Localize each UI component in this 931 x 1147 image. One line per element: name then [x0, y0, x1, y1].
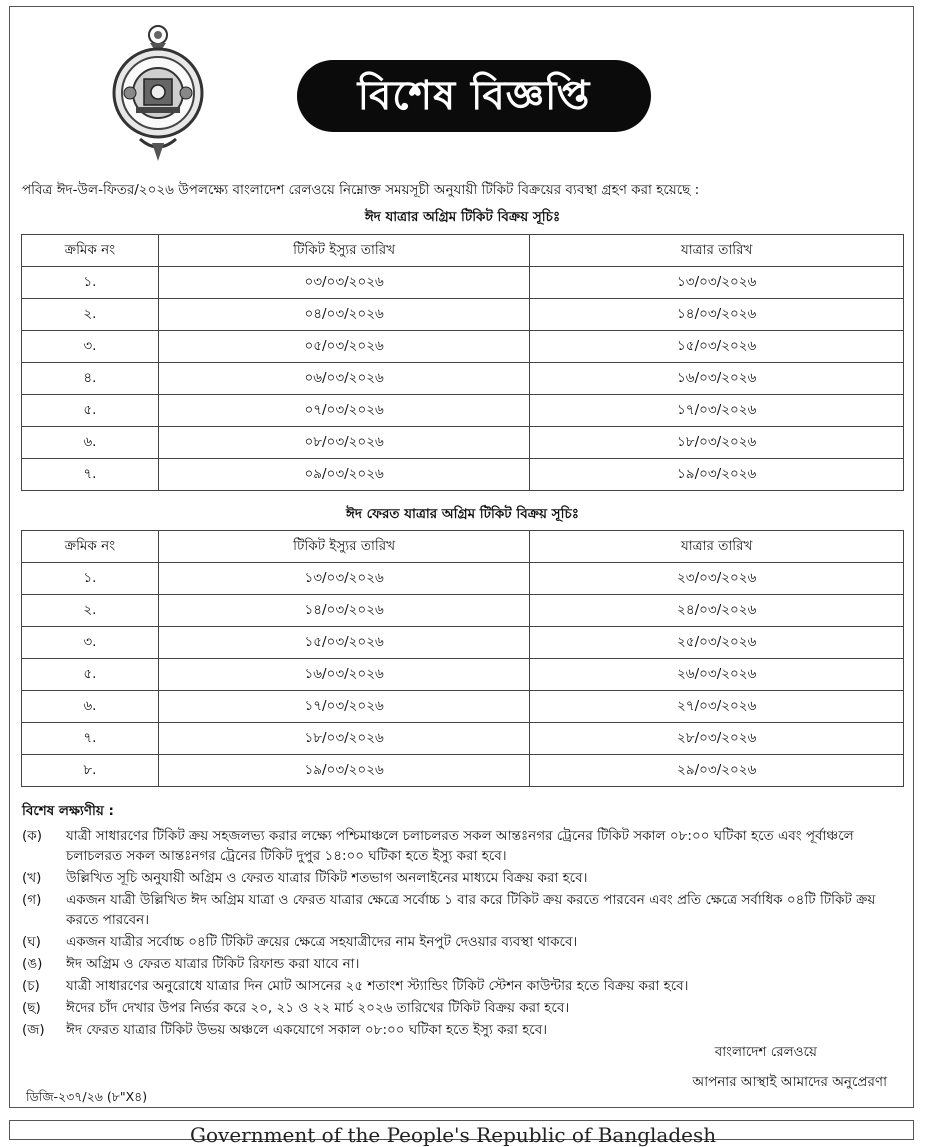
serial-cell: ১.	[22, 267, 159, 299]
travel-date-cell: ১৪/০৩/২০২৬	[530, 299, 904, 331]
issue-date-cell: ১৯/০৩/২০২৬	[158, 755, 530, 787]
table-header-row	[22, 235, 904, 267]
serial-cell: ২.	[22, 595, 159, 627]
table-row	[22, 299, 904, 331]
signature-org: বাংলাদেশ রেলওয়ে	[714, 1044, 817, 1060]
return-ticket-schedule-table	[21, 530, 904, 787]
table-row	[22, 427, 904, 459]
table-row	[22, 563, 904, 595]
table-row	[22, 459, 904, 491]
advance-schedule-title: ঈদ যাত্রার অগ্রিম টিকিট বিক্রয় সূচিঃ	[364, 209, 561, 225]
note-text: উল্লিখিত সূচি অনুযায়ী অগ্রিম ও ফেরত যাত্রার টিকিট শতভাগ অনলাইনের মাধ্যমে বিক্রয় করা হবে।	[66, 870, 588, 886]
issue-date-cell: ১৪/০৩/২০২৬	[158, 595, 530, 627]
note-text: একজন যাত্রী উল্লিখিত ঈদ অগ্রিম যাত্রা ও ফেরত যাত্রার ক্ষেত্রে সর্বোচ্চ ১ বার করে টিকিট ক্রয় করতে পারবেন এবং প্রতি ক্ষেত্রে সর্বাধিক ০৪টি টিকিট ক্রয় করতে পারবেন।	[66, 892, 876, 928]
list-item	[22, 826, 907, 866]
travel-date-cell: ২৭/০৩/২০২৬	[530, 691, 904, 723]
note-text: ঈদ ফেরত যাত্রার টিকিট উভয় অঞ্চলে একযোগে সকাল ০৮:০০ ঘটিকা হতে ইস্যু করা হবে।	[66, 1022, 548, 1038]
serial-cell: ৪.	[22, 363, 159, 395]
travel-date-cell: ২৩/০৩/২০২৬	[530, 563, 904, 595]
list-item	[22, 976, 907, 996]
table-row	[22, 363, 904, 395]
travel-date-cell: ১৬/০৩/২০২৬	[530, 363, 904, 395]
issue-date-cell: ১৫/০৩/২০২৬	[158, 627, 530, 659]
issue-date-cell: ১৩/০৩/২০২৬	[158, 563, 530, 595]
travel-date-cell: ১৯/০৩/২০২৬	[530, 459, 904, 491]
list-item	[22, 954, 907, 974]
travel-date-cell: ২৫/০৩/২০২৬	[530, 627, 904, 659]
list-item	[22, 932, 907, 952]
serial-cell: ৫.	[22, 659, 159, 691]
table-row	[22, 723, 904, 755]
note-mark: (ছ)	[22, 1000, 41, 1016]
serial-cell: ৭.	[22, 723, 159, 755]
next-notice-strip	[9, 1120, 914, 1147]
table-row	[22, 627, 904, 659]
notes-heading: বিশেষ লক্ষ্যণীয় :	[22, 803, 114, 819]
column-header-serial: ক্রমিক নং	[22, 531, 159, 563]
list-item	[22, 868, 907, 888]
list-item	[22, 890, 907, 930]
travel-date-cell: ২৪/০৩/২০২৬	[530, 595, 904, 627]
serial-cell: ১.	[22, 563, 159, 595]
serial-cell: ৬.	[22, 691, 159, 723]
travel-date-cell: ২৮/০৩/২০২৬	[530, 723, 904, 755]
footer-strip-text: Government of the People's Republic of Bangladesh	[190, 1123, 717, 1147]
advance-ticket-schedule-table	[21, 234, 904, 491]
travel-date-cell: ২৬/০৩/২০২৬	[530, 659, 904, 691]
note-text: একজন যাত্রীর সর্বোচ্চ ০৪টি টিকিট ক্রয়ের ক্ষেত্রে সহযাত্রীদের নাম ইনপুট দেওয়ার ব্যবস্থা থাকবে।	[66, 934, 578, 950]
issue-date-cell: ১৭/০৩/২০২৬	[158, 691, 530, 723]
issue-date-cell: ০৫/০৩/২০২৬	[158, 331, 530, 363]
notice-page	[9, 6, 914, 1108]
signature-block	[692, 1037, 887, 1097]
note-mark: (ঘ)	[22, 934, 41, 950]
notice-intro: পবিত্র ঈদ-উল-ফিতর/২০২৬ উপলক্ষ্যে বাংলাদেশ রেলওয়ে নিম্নোক্ত সময়সূচী অনুযায়ী টিকিট বিক্রয়ের ব্যবস্থা গ্রহণ করা হয়েছে :	[22, 182, 700, 198]
note-text: যাত্রী সাধারণের টিকিট ক্রয় সহজলভ্য করার লক্ষ্যে পশ্চিমাঞ্চলে চলাচলরত সকল আন্তঃনগর ট্রেনের টিকিট সকাল ০৮:০০ ঘটিকা হতে এবং পূর্বাঞ্চলে চলাচলরত সকল আন্তঃনগর ট্রেনের টিকিট দুপুর ১৪:০০ ঘটিকা হতে ইস্যু করা হবে।	[66, 828, 854, 864]
note-mark: (খ)	[22, 870, 42, 886]
table-row	[22, 691, 904, 723]
issue-date-cell: ১৬/০৩/২০২৬	[158, 659, 530, 691]
serial-cell: ৬.	[22, 427, 159, 459]
note-mark: (জ)	[22, 1022, 45, 1038]
serial-cell: ৩.	[22, 627, 159, 659]
list-item	[22, 998, 907, 1018]
note-text: ঈদ অগ্রিম ও ফেরত যাত্রার টিকিট রিফান্ড করা যাবে না।	[66, 956, 360, 972]
table-row	[22, 595, 904, 627]
issue-date-cell: ০৯/০৩/২০২৬	[158, 459, 530, 491]
serial-cell: ৩.	[22, 331, 159, 363]
table-header-row	[22, 531, 904, 563]
table-row	[22, 755, 904, 787]
note-text: যাত্রী সাধারণের অনুরোধে যাত্রার দিন মোট আসনের ২৫ শতাংশ স্ট্যান্ডিং টিকিট স্টেশন কাউন্টার হতে বিক্রয় করা হবে।	[66, 978, 689, 994]
table-row	[22, 267, 904, 299]
issue-date-cell: ০৬/০৩/২০২৬	[158, 363, 530, 395]
serial-cell: ২.	[22, 299, 159, 331]
column-header-travel-date: যাত্রার তারিখ	[530, 235, 904, 267]
issue-date-cell: ০৩/০৩/২০২৬	[158, 267, 530, 299]
note-mark: (ক)	[22, 828, 42, 844]
note-mark: (ঙ)	[22, 956, 43, 972]
signature-slogan: আপনার আস্থাই আমাদের অনুপ্রেরণা	[692, 1074, 887, 1090]
serial-cell: ৫.	[22, 395, 159, 427]
table-row	[22, 659, 904, 691]
issue-date-cell: ০৭/০৩/২০২৬	[158, 395, 530, 427]
travel-date-cell: ১৫/০৩/২০২৬	[530, 331, 904, 363]
column-header-travel-date: যাত্রার তারিখ	[530, 531, 904, 563]
bangladesh-railway-logo-icon	[110, 15, 206, 165]
note-mark: (গ)	[22, 892, 42, 908]
travel-date-cell: ১৮/০৩/২০২৬	[530, 427, 904, 459]
serial-cell: ৭.	[22, 459, 159, 491]
serial-cell: ৮.	[22, 755, 159, 787]
table-row	[22, 395, 904, 427]
column-header-issue-date: টিকিট ইস্যুর তারিখ	[158, 235, 530, 267]
notice-title: বিশেষ বিজ্ঞপ্তি	[297, 60, 651, 132]
reference-code: ডিজি-২৩৭/২৬ (৮"X৪)	[26, 1089, 148, 1104]
note-mark: (চ)	[22, 978, 40, 994]
travel-date-cell: ১৭/০৩/২০২৬	[530, 395, 904, 427]
issue-date-cell: ০৮/০৩/২০২৬	[158, 427, 530, 459]
return-schedule-title: ঈদ ফেরত যাত্রার অগ্রিম টিকিট বিক্রয় সূচিঃ	[346, 506, 579, 522]
column-header-issue-date: টিকিট ইস্যুর তারিখ	[158, 531, 530, 563]
column-header-serial: ক্রমিক নং	[22, 235, 159, 267]
table-row	[22, 331, 904, 363]
issue-date-cell: ০৪/০৩/২০২৬	[158, 299, 530, 331]
special-notes	[22, 800, 907, 1042]
travel-date-cell: ২৯/০৩/২০২৬	[530, 755, 904, 787]
note-text: ঈদের চাঁদ দেখার উপর নির্ভর করে ২০, ২১ ও ২২ মার্চ ২০২৬ তারিখের টিকিট বিক্রয় করা হবে।	[66, 1000, 570, 1016]
travel-date-cell: ১৩/০৩/২০২৬	[530, 267, 904, 299]
issue-date-cell: ১৮/০৩/২০২৬	[158, 723, 530, 755]
